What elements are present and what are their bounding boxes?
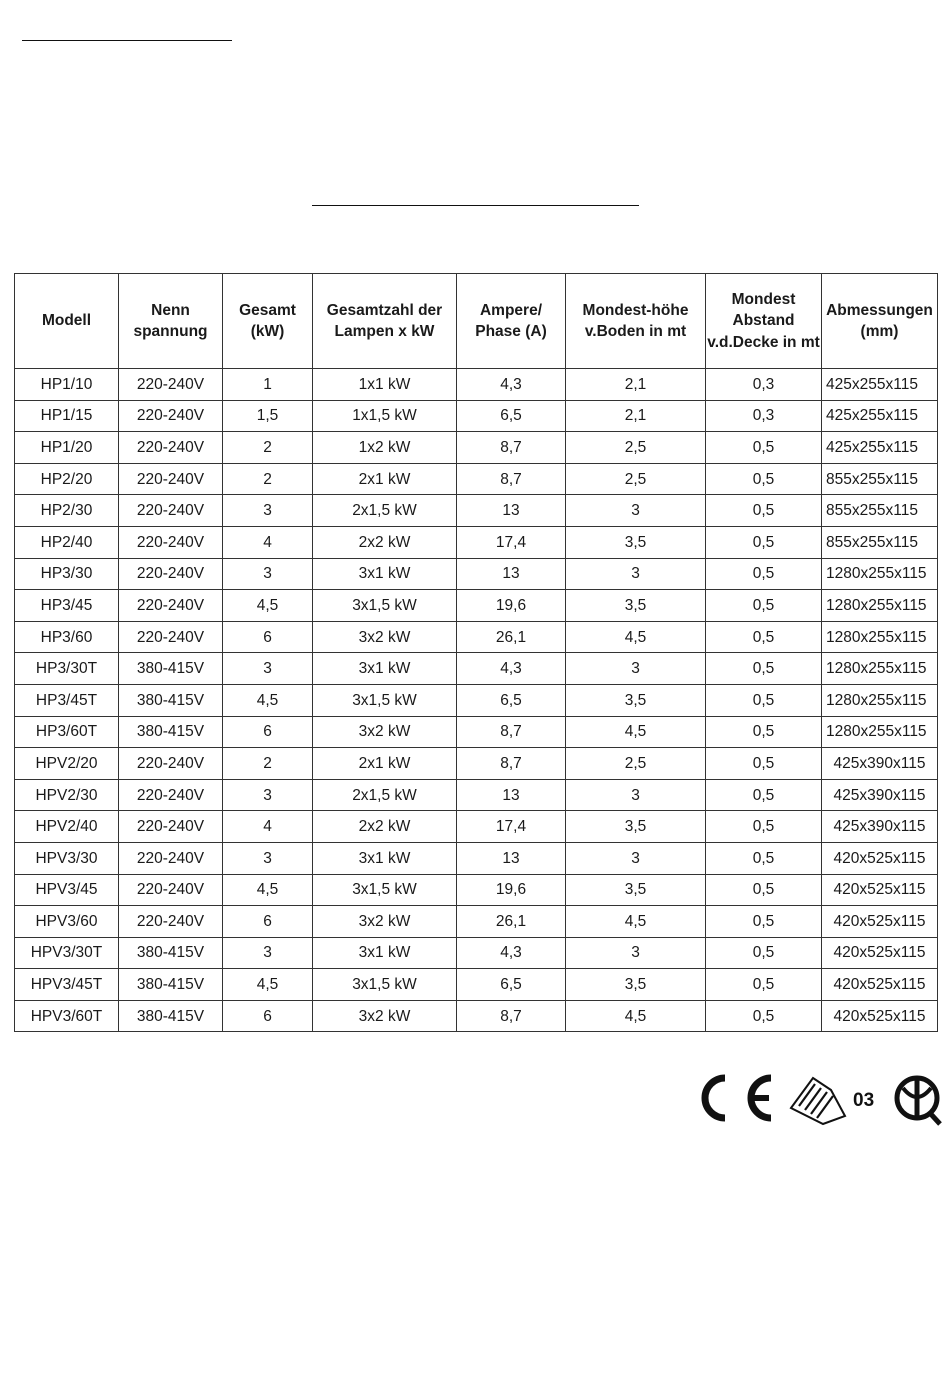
cell-voltage: 380-415V <box>119 716 223 748</box>
cell-model: HPV3/60T <box>15 1000 119 1032</box>
cell-total-power: 6 <box>223 906 313 938</box>
cell-voltage: 220-240V <box>119 432 223 464</box>
cell-ampere: 17,4 <box>457 811 566 843</box>
cell-voltage: 380-415V <box>119 684 223 716</box>
cell-min-height-floor: 2,5 <box>566 748 706 780</box>
cell-dimensions: 420x525x115 <box>822 1000 938 1032</box>
cell-min-height-floor: 2,1 <box>566 369 706 401</box>
cell-min-height-floor: 3,5 <box>566 969 706 1001</box>
cell-model: HPV3/45T <box>15 969 119 1001</box>
cell-ampere: 6,5 <box>457 400 566 432</box>
cell-total-power: 4 <box>223 526 313 558</box>
cell-dimensions: 425x255x115 <box>822 432 938 464</box>
cell-min-height-floor: 3,5 <box>566 811 706 843</box>
cell-lamps: 3x1,5 kW <box>313 874 457 906</box>
cell-model: HP3/45 <box>15 590 119 622</box>
cell-min-height-floor: 2,5 <box>566 432 706 464</box>
cell-lamps: 3x1,5 kW <box>313 684 457 716</box>
cell-lamps: 3x1,5 kW <box>313 590 457 622</box>
cell-ampere: 13 <box>457 842 566 874</box>
cell-voltage: 220-240V <box>119 590 223 622</box>
cell-model: HP3/30 <box>15 558 119 590</box>
header-min-distance-ceiling: Mondest Abstand v.d.Decke in mt <box>706 274 822 369</box>
cell-min-height-floor: 3,5 <box>566 874 706 906</box>
cell-lamps: 2x1 kW <box>313 748 457 780</box>
cell-dimensions: 1280x255x115 <box>822 558 938 590</box>
cell-total-power: 6 <box>223 716 313 748</box>
cell-voltage: 220-240V <box>119 874 223 906</box>
cell-voltage: 220-240V <box>119 842 223 874</box>
cell-min-distance-ceiling: 0,5 <box>706 590 822 622</box>
cell-dimensions: 1280x255x115 <box>822 684 938 716</box>
ce-mark-icon <box>705 1078 771 1118</box>
cell-voltage: 220-240V <box>119 779 223 811</box>
certification-marks <box>695 1068 945 1130</box>
enec-mark-icon <box>791 1078 874 1124</box>
table-row <box>15 842 938 874</box>
cell-min-height-floor: 2,5 <box>566 463 706 495</box>
cell-total-power: 3 <box>223 937 313 969</box>
cell-model: HPV2/30 <box>15 779 119 811</box>
cell-model: HPV3/30T <box>15 937 119 969</box>
cell-model: HPV3/45 <box>15 874 119 906</box>
cell-ampere: 8,7 <box>457 432 566 464</box>
table-row <box>15 716 938 748</box>
table-row <box>15 369 938 401</box>
table-row <box>15 748 938 780</box>
cell-total-power: 3 <box>223 653 313 685</box>
cell-dimensions: 425x255x115 <box>822 369 938 401</box>
cell-min-height-floor: 4,5 <box>566 621 706 653</box>
cell-voltage: 220-240V <box>119 495 223 527</box>
cell-voltage: 380-415V <box>119 653 223 685</box>
cell-ampere: 8,7 <box>457 748 566 780</box>
cell-total-power: 2 <box>223 432 313 464</box>
table-row <box>15 811 938 843</box>
cell-ampere: 8,7 <box>457 463 566 495</box>
cell-voltage: 220-240V <box>119 400 223 432</box>
cell-lamps: 2x1 kW <box>313 463 457 495</box>
cell-model: HP1/20 <box>15 432 119 464</box>
cell-ampere: 4,3 <box>457 937 566 969</box>
cell-total-power: 4,5 <box>223 969 313 1001</box>
cell-min-distance-ceiling: 0,3 <box>706 369 822 401</box>
cell-voltage: 220-240V <box>119 526 223 558</box>
cell-dimensions: 1280x255x115 <box>822 621 938 653</box>
cell-voltage: 220-240V <box>119 369 223 401</box>
cell-lamps: 2x2 kW <box>313 526 457 558</box>
table-row <box>15 684 938 716</box>
cell-min-height-floor: 3 <box>566 653 706 685</box>
header-min-height-floor: Mondest-höhe v.Boden in mt <box>566 274 706 369</box>
table-row <box>15 653 938 685</box>
cell-ampere: 17,4 <box>457 526 566 558</box>
cell-voltage: 220-240V <box>119 463 223 495</box>
cell-total-power: 3 <box>223 779 313 811</box>
cell-dimensions: 855x255x115 <box>822 495 938 527</box>
cell-min-distance-ceiling: 0,5 <box>706 432 822 464</box>
table-row <box>15 779 938 811</box>
cell-ampere: 13 <box>457 558 566 590</box>
cell-total-power: 6 <box>223 621 313 653</box>
cell-dimensions: 1280x255x115 <box>822 590 938 622</box>
cell-lamps: 3x1 kW <box>313 653 457 685</box>
cell-ampere: 13 <box>457 779 566 811</box>
cell-min-height-floor: 4,5 <box>566 716 706 748</box>
cell-min-height-floor: 3,5 <box>566 684 706 716</box>
cell-lamps: 3x1,5 kW <box>313 969 457 1001</box>
cell-total-power: 2 <box>223 748 313 780</box>
table-row <box>15 400 938 432</box>
cell-min-distance-ceiling: 0,5 <box>706 969 822 1001</box>
header-total-power: Gesamt (kW) <box>223 274 313 369</box>
cell-lamps: 2x1,5 kW <box>313 779 457 811</box>
cell-dimensions: 420x525x115 <box>822 969 938 1001</box>
cell-dimensions: 425x390x115 <box>822 811 938 843</box>
cell-ampere: 6,5 <box>457 684 566 716</box>
cell-total-power: 6 <box>223 1000 313 1032</box>
header-model: Modell <box>15 274 119 369</box>
cell-voltage: 380-415V <box>119 1000 223 1032</box>
cell-lamps: 1x2 kW <box>313 432 457 464</box>
cell-ampere: 4,3 <box>457 369 566 401</box>
cell-min-distance-ceiling: 0,5 <box>706 874 822 906</box>
table-row <box>15 1000 938 1032</box>
table-row <box>15 432 938 464</box>
cell-lamps: 3x2 kW <box>313 621 457 653</box>
cell-lamps: 3x1 kW <box>313 937 457 969</box>
cell-dimensions: 420x525x115 <box>822 906 938 938</box>
cell-voltage: 220-240V <box>119 906 223 938</box>
cell-total-power: 4 <box>223 811 313 843</box>
cell-min-height-floor: 4,5 <box>566 906 706 938</box>
cell-model: HP1/10 <box>15 369 119 401</box>
cell-ampere: 8,7 <box>457 716 566 748</box>
cell-voltage: 220-240V <box>119 621 223 653</box>
cell-total-power: 4,5 <box>223 874 313 906</box>
cell-lamps: 2x1,5 kW <box>313 495 457 527</box>
table-row <box>15 906 938 938</box>
cell-model: HP2/20 <box>15 463 119 495</box>
cell-min-height-floor: 3 <box>566 779 706 811</box>
cell-min-distance-ceiling: 0,5 <box>706 748 822 780</box>
cell-dimensions: 420x525x115 <box>822 842 938 874</box>
cell-min-height-floor: 3,5 <box>566 590 706 622</box>
header-lamps: Gesamtzahl der Lampen x kW <box>313 274 457 369</box>
cell-total-power: 4,5 <box>223 684 313 716</box>
cell-ampere: 4,3 <box>457 653 566 685</box>
cell-dimensions: 855x255x115 <box>822 463 938 495</box>
cell-model: HPV2/40 <box>15 811 119 843</box>
spec-table <box>14 273 938 1032</box>
cell-voltage: 380-415V <box>119 937 223 969</box>
cell-total-power: 4,5 <box>223 590 313 622</box>
top-underline <box>22 40 232 41</box>
cell-lamps: 3x2 kW <box>313 716 457 748</box>
center-underline <box>312 205 639 206</box>
cell-min-height-floor: 3 <box>566 842 706 874</box>
cell-dimensions: 1280x255x115 <box>822 653 938 685</box>
table-header-row <box>15 274 938 369</box>
cell-min-distance-ceiling: 0,5 <box>706 621 822 653</box>
cell-model: HP3/30T <box>15 653 119 685</box>
cell-voltage: 220-240V <box>119 748 223 780</box>
table-row <box>15 463 938 495</box>
cell-total-power: 2 <box>223 463 313 495</box>
cell-total-power: 1 <box>223 369 313 401</box>
cell-min-height-floor: 2,1 <box>566 400 706 432</box>
cell-lamps: 3x1 kW <box>313 842 457 874</box>
cell-model: HP3/60T <box>15 716 119 748</box>
cell-total-power: 3 <box>223 495 313 527</box>
cell-min-distance-ceiling: 0,5 <box>706 779 822 811</box>
header-dimensions: Abmessungen (mm) <box>822 274 938 369</box>
cell-dimensions: 425x390x115 <box>822 748 938 780</box>
cell-min-distance-ceiling: 0,5 <box>706 842 822 874</box>
cell-ampere: 8,7 <box>457 1000 566 1032</box>
cell-voltage: 220-240V <box>119 811 223 843</box>
cell-model: HPV2/20 <box>15 748 119 780</box>
cell-ampere: 13 <box>457 495 566 527</box>
cell-dimensions: 420x525x115 <box>822 937 938 969</box>
cell-model: HP3/45T <box>15 684 119 716</box>
table-row <box>15 937 938 969</box>
cell-min-distance-ceiling: 0,3 <box>706 400 822 432</box>
cell-min-distance-ceiling: 0,5 <box>706 937 822 969</box>
svg-text:03: 03 <box>853 1090 875 1111</box>
table-body <box>15 369 938 1032</box>
cell-ampere: 26,1 <box>457 621 566 653</box>
table-row <box>15 558 938 590</box>
cell-lamps: 3x2 kW <box>313 1000 457 1032</box>
cell-voltage: 220-240V <box>119 558 223 590</box>
imq-mark-icon <box>897 1078 940 1124</box>
header-ampere: Ampere/ Phase (A) <box>457 274 566 369</box>
cell-ampere: 19,6 <box>457 874 566 906</box>
cell-total-power: 3 <box>223 558 313 590</box>
cell-min-height-floor: 3 <box>566 495 706 527</box>
cell-model: HPV3/60 <box>15 906 119 938</box>
cell-model: HP3/60 <box>15 621 119 653</box>
cell-min-distance-ceiling: 0,5 <box>706 906 822 938</box>
table-row <box>15 495 938 527</box>
table-row <box>15 874 938 906</box>
cell-lamps: 1x1,5 kW <box>313 400 457 432</box>
cell-dimensions: 420x525x115 <box>822 874 938 906</box>
cell-min-distance-ceiling: 0,5 <box>706 1000 822 1032</box>
cell-ampere: 6,5 <box>457 969 566 1001</box>
cell-model: HP1/15 <box>15 400 119 432</box>
cell-dimensions: 1280x255x115 <box>822 716 938 748</box>
cell-min-height-floor: 3,5 <box>566 526 706 558</box>
cell-dimensions: 855x255x115 <box>822 526 938 558</box>
cell-dimensions: 425x390x115 <box>822 779 938 811</box>
cell-lamps: 2x2 kW <box>313 811 457 843</box>
cell-model: HP2/40 <box>15 526 119 558</box>
cell-min-distance-ceiling: 0,5 <box>706 716 822 748</box>
cell-min-distance-ceiling: 0,5 <box>706 684 822 716</box>
cell-total-power: 3 <box>223 842 313 874</box>
cell-dimensions: 425x255x115 <box>822 400 938 432</box>
cell-ampere: 26,1 <box>457 906 566 938</box>
cell-min-distance-ceiling: 0,5 <box>706 526 822 558</box>
table-row <box>15 621 938 653</box>
cell-lamps: 3x1 kW <box>313 558 457 590</box>
cell-min-distance-ceiling: 0,5 <box>706 558 822 590</box>
cell-model: HP2/30 <box>15 495 119 527</box>
cell-total-power: 1,5 <box>223 400 313 432</box>
cell-min-distance-ceiling: 0,5 <box>706 463 822 495</box>
cell-min-distance-ceiling: 0,5 <box>706 653 822 685</box>
cell-ampere: 19,6 <box>457 590 566 622</box>
cell-lamps: 1x1 kW <box>313 369 457 401</box>
header-voltage: Nenn spannung <box>119 274 223 369</box>
cell-min-height-floor: 4,5 <box>566 1000 706 1032</box>
table-row <box>15 969 938 1001</box>
table-row <box>15 590 938 622</box>
cell-min-height-floor: 3 <box>566 558 706 590</box>
cell-voltage: 380-415V <box>119 969 223 1001</box>
cell-model: HPV3/30 <box>15 842 119 874</box>
table-row <box>15 526 938 558</box>
cell-min-distance-ceiling: 0,5 <box>706 811 822 843</box>
cell-min-height-floor: 3 <box>566 937 706 969</box>
cell-lamps: 3x2 kW <box>313 906 457 938</box>
cell-min-distance-ceiling: 0,5 <box>706 495 822 527</box>
